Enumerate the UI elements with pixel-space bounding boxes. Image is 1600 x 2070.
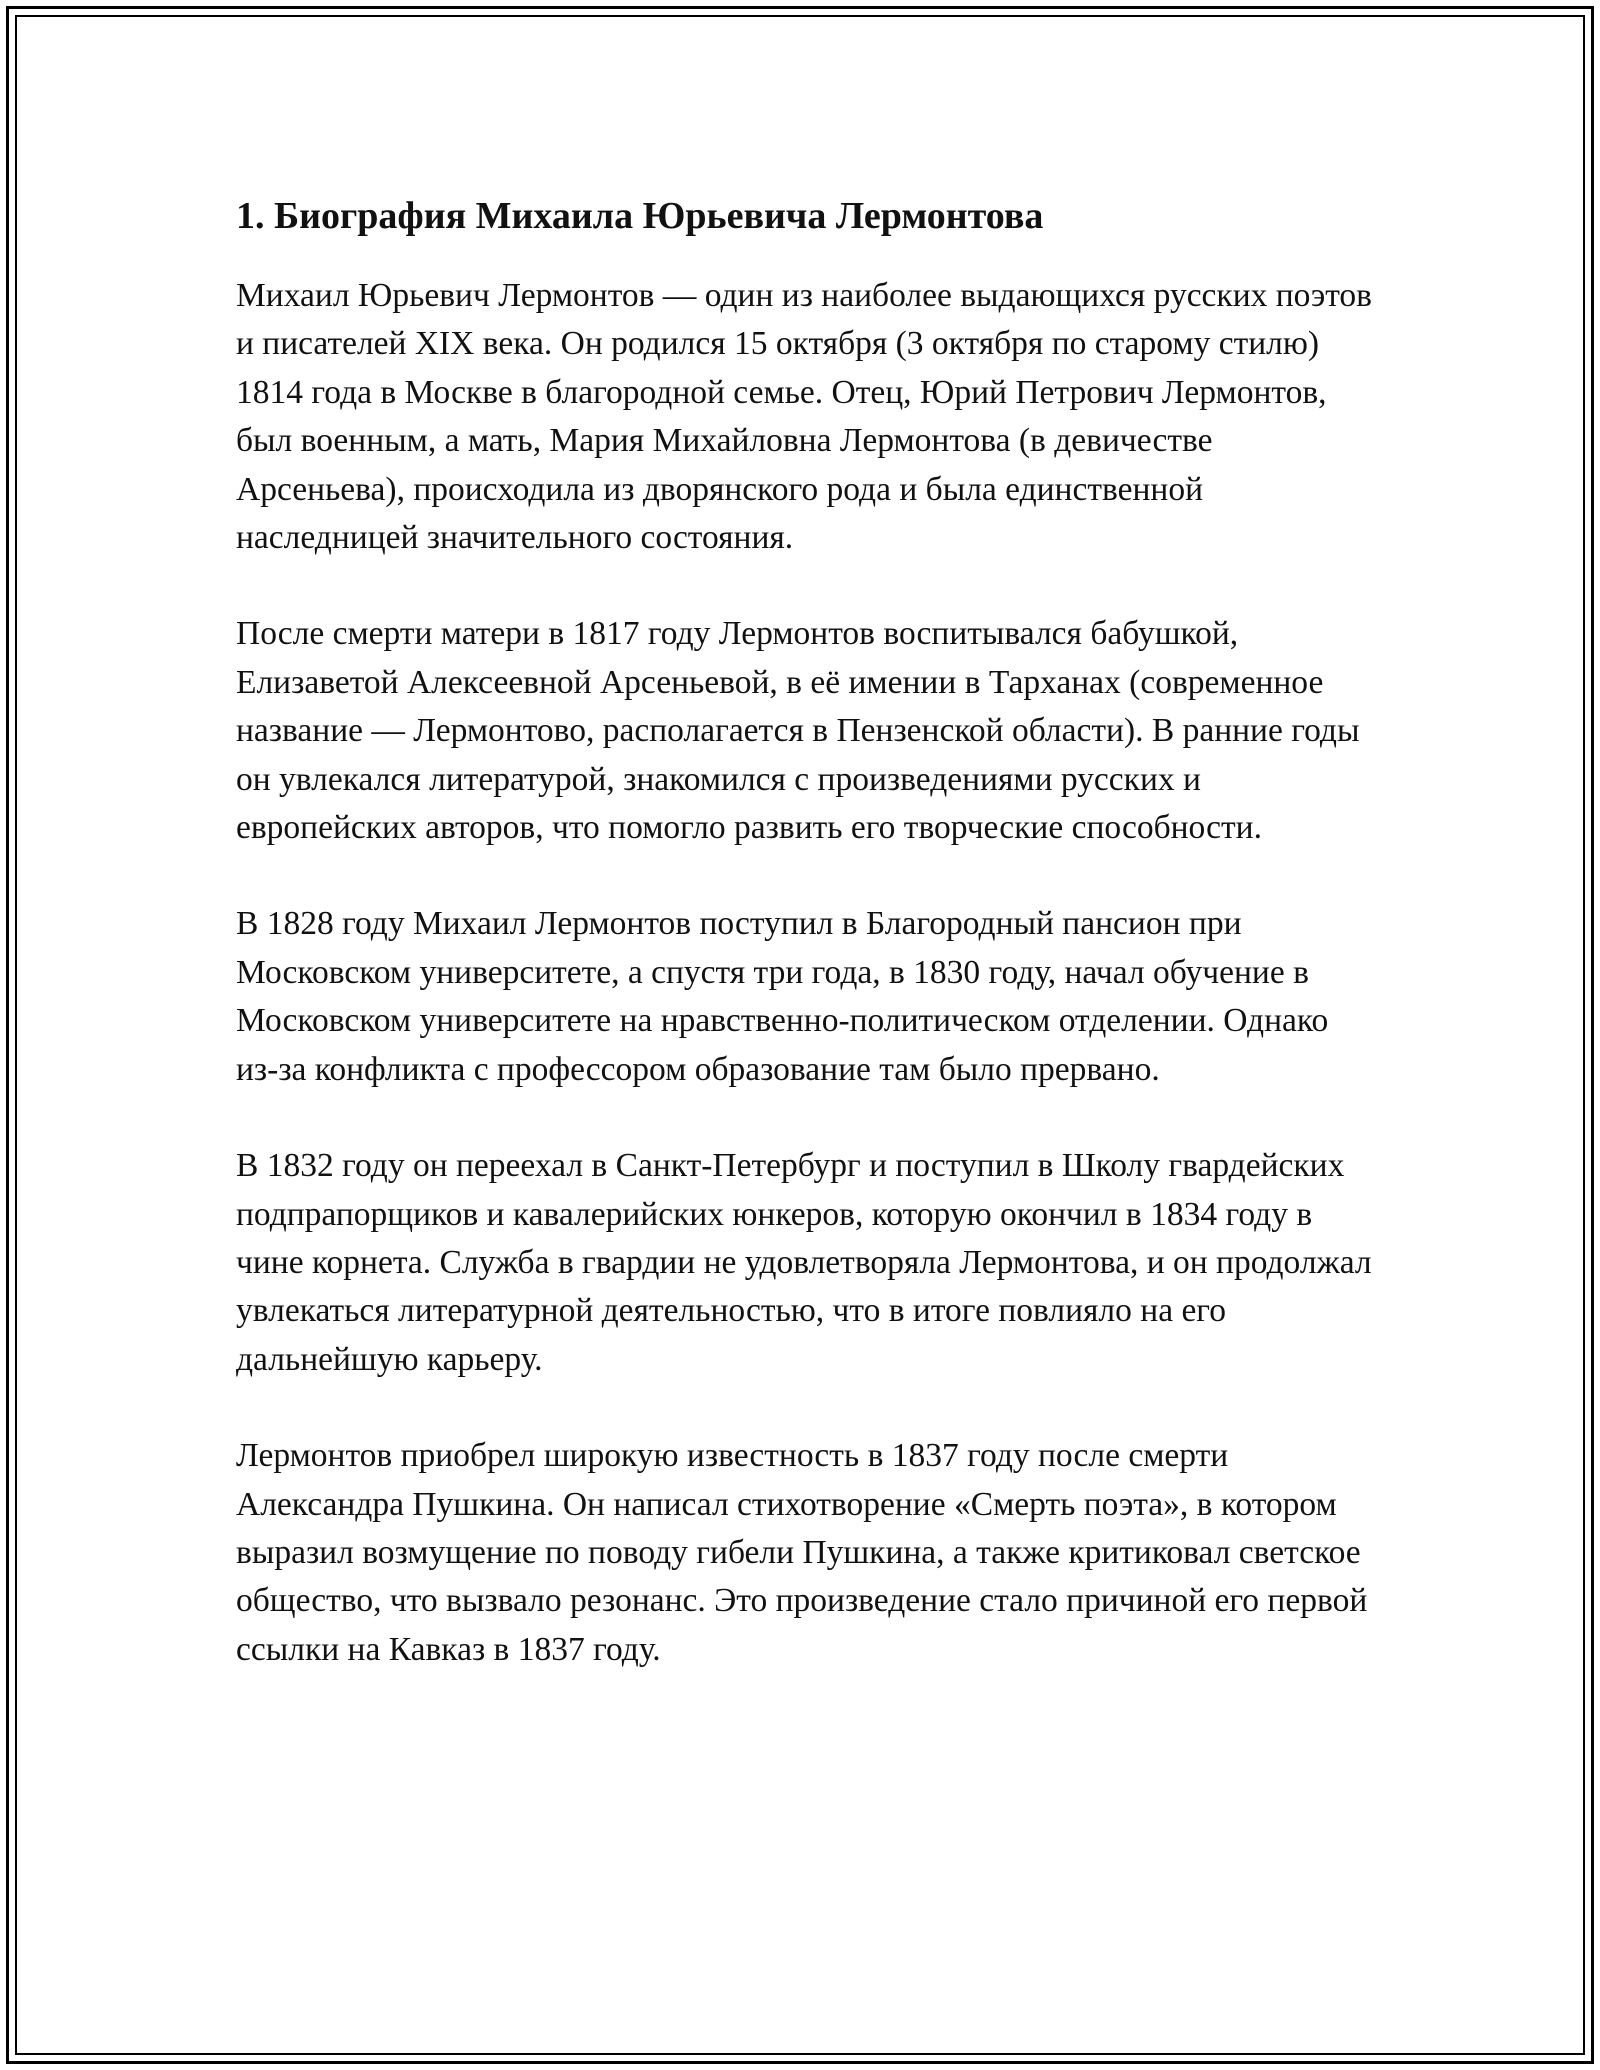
paragraph-1: Михаил Юрьевич Лермонтов — один из наиболее выдающихся русских поэтов и писателей XIX века. Он родился 15 октября (3 октября по старому стилю) 1814 года в Москве в благородной семье. Отец, Юрий Петрович Лермонтов, был военным, а мать, Мария Михайловна Лермонтова (в девичестве Арсеньева), происходила из дворянского рода и была единственной наследницей значительного состояния. (236, 277, 1372, 557)
paragraph-5: Лермонтов приобрел широкую известность в 1837 году после смерти Александра Пушкина. Он написал стихотворение «Смерть поэта», в котором выразил возмущение по поводу гибели Пушкина, а также критиковал светское общество, что вызвало резонанс. Это произведение стало причиной его первой ссылки на Кавказ в 1837 году. (236, 1437, 1368, 1668)
paragraph-4: В 1832 году он переехал в Санкт-Петербург и поступил в Школу гвардейских подпрапорщиков и кавалерийских юнкеров, которую окончил в 1834 году в чине корнета. Служба в гвардии не удовлетворяла Лермонтова, и он продолжал увлекаться литературной деятельностью, что в итоге повлияло на его дальнейшую карьеру. (236, 1147, 1372, 1378)
paragraph-2: После смерти матери в 1817 году Лермонтов воспитывался бабушкой, Елизаветой Алексеевной Арсеньевой, в её имении в Тарханах (современное название — Лермонтово, располагается в Пензенской области). В ранние годы он увлекался литературой, знакомился с произведениями русских и европейских авторов, что помогло развить его творческие способности. (236, 615, 1360, 847)
document-body (236, 188, 1376, 1722)
paragraph-3: В 1828 году Михаил Лермонтов поступил в Благородный пансион при Московском университете, а спустя три года, в 1830 году, начал обучение в Московском университете на нравственно-политическом отделении. Однако из-за конфликта с профессором образование там было прервано. (236, 905, 1329, 1088)
section-heading: 1. Биография Михаила Юрьевича Лермонтова (236, 195, 1044, 237)
